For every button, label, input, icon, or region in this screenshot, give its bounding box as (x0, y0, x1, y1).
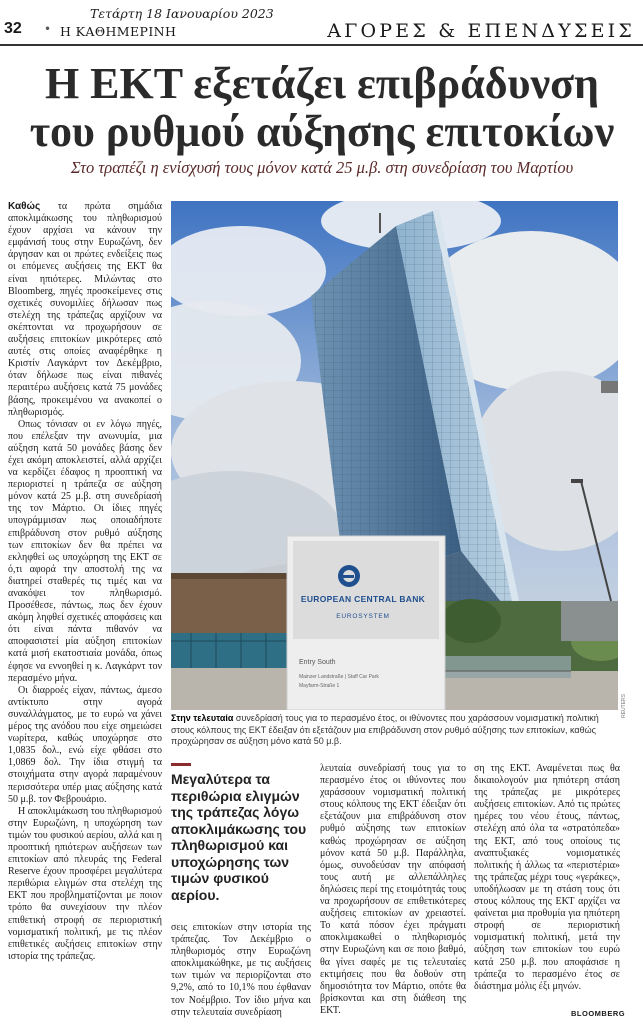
newspaper-name: Η ΚΑΘΗΜΕΡΙΝΗ (60, 24, 177, 39)
lead-word: Καθώς (8, 201, 41, 212)
column-2-text: σεις επιτοκίων στην ιστορία της τράπεζας. Τον Δεκέμβριο ο πληθωρισμός στην Ευρωζώνη αποκλιμακώθηκε, με τις αυξήσεις των τιμών να περιορίζονται στο 9,2%, από το 10,1% που έφθαναν τον Νοέμβριο. Τον ίδιο μήνα και στην τελευταία συνεδρίαση (171, 922, 311, 1018)
sign-address-1: Mainzer Landstraße | Staff Car Park (299, 674, 379, 680)
photo-credit: REUTERS (621, 694, 627, 718)
issue-date: Τετάρτη 18 Ιανουαρίου 2023 (90, 6, 274, 21)
section-title: ΑΓΟΡΕΣ & ΕΠΕΝΔΥΣΕΙΣ (327, 20, 635, 42)
headline-line-2: του ρυθμού αύξησης επιτοκίων (29, 107, 615, 156)
photo-caption (171, 713, 618, 748)
article-column-2 (171, 922, 311, 1022)
paragraph-3: Οι διαρροές είχαν, πάντως, άμεσο αντίκτυπο στην αγορά συναλλάγματος, με το ευρώ να χάνει μέρος της ανόδου που είχε σημειώσει νωρίτερα, καθώς υποχώρησε στο 1,0835 δολ., ενώ είχε φθάσει στο 1,0869 δολ. Την ίδια στιγμή τα στοιχήματα στην αγορά παραμένουν περισσότερα υπέρ μιας αύξησης κατά 50 μ.β. τον Φεβρουάριο. (8, 684, 162, 805)
masthead-rule (0, 44, 643, 46)
article-column-3 (320, 763, 466, 1022)
ecb-tower-photo (171, 201, 618, 710)
paragraph-2: Οπως τόνισαν οι εν λόγω πηγές, που επέλεξαν την ανωνυμία, μια αύξηση κατά 50 μονάδες βάσης δεν έχει ακόμη αποκλειστεί, αλλά αρχίζει να κερδίζει έδαφος η προοπτική να περιοριστεί η τράπεζα σε αύξηση μόνον κατά 25 μ.β. στη συνεδρίασή της τον Μάρτιο. Οι ίδιες πηγές υπογράμμισαν πως οποιαδήποτε επιβράδυνση στον ρυθμό αύξησης των επιτοκίων δεν θα πρέπει να εκληφθεί ως υποχώρηση της ΕΚΤ σε ό,τι αφορά την αποστολή της να διατηρεί σταθερές τις τιμές και να ανακόψει τον πληθωρισμό. Προσέθεσε, πάντως, πως δεν έχουν ακόμη ληφθεί σχετικές αποφάσεις και ότι είναι πάντα πιθανόν να αποφασιστεί μία αύξηση επιτοκίων κατά μισή εκατοστιαία μονάδα, όπως έφησε να εννοηθεί η κ. Λαγκάρντ τον περασμένο μήνα. (8, 418, 162, 684)
paragraph-1-text: τα πρώτα σημάδια αποκλιμάκωσης του πληθωρισμού έχουν αρχίσει να κάνουν την εμφάνισή τους στην Ευρωζώνη, δεν άργησαν και οι πρώτες ενδείξεις πως οι επόμενες αυξήσεις της ΕΚΤ θα είναι ηπιότερες. Μιλώντας στο Bloomberg, πηγές προσκείμενες στις σχετικές συνομιλίες δήλωσαν πως στελέχη της τράπεζας αρχίζουν να σκέπτονται να προχωρήσουν σε αυξήσεις επιτοκίων μικρότερες από αυτές στις οποίες αναφέρθηκε η Κριστίν Λαγκάρντ τον Δεκέμβριο, όταν δήλωσε πως είναι πιθανές περαιτέρω αυξήσεις κατά 75 μονάδες βάσης, προκειμένου να ανακοπεί ο πληθωρισμός. (8, 201, 162, 418)
column-3-text: λευταία συνεδρίασή τους για το περασμένο έτος οι ιθύνοντες που χαράσσουν νομισματική πολιτική στους κόλπους της ΕΚΤ έδειξαν ότι εξετάζουν μια επιβράδυνση στον ρυθμό αύξησης των επιτοκίων καθώς προχώρησαν σε αύξηση μόνον κατά 50 μ.β. Παράλληλα, όμως, συνοδεύσαν την απόφασή τους αυτή με αλλεπάλληλες δηλώσεις περί της ετοιμότητάς τους να προχωρήσουν σε επιθετικότερες αυξήσεις επιτοκίων αν χρειαστεί. Το κατά πόσον έχει πράγματι αποκλιμακωθεί ο πληθωρισμός στην Ευρωζώνη και σε ποιο βαθμό, θα γίνει σαφές με τις τελευταίες εκτιμήσεις που θα δοθούν στη δημοσιότητα τον Μάρτιο, οπότε θα βρίσκονται και στη διάθεση της ΕΚΤ. (320, 763, 466, 1016)
caption-lead: Στην τελευταία (171, 713, 234, 723)
sign-address-2: Mayfarm-Straße 1 (299, 683, 340, 689)
paragraph-4: Η αποκλιμάκωση του πληθωρισμού στην Ευρωζώνη, η υποχώρηση των τιμών του φυσικού αερίου, αλλά και η προοπτική ηπιότερων αυξήσεων των επιτοκίων από πλευράς της Federal Reserve έχουν προσφέρει μεγαλύτερα περιθώρια ελιγμών στα στελέχη της ΕΚΤ που προβληματίζονται με ποιον τρόπο θα συνεχίσουν την πλέον επιθετική στροφή σε περιοριστική νομισματική πολιτική, με τις πλέον επιθετικές αυξήσεις επιτοκίων στην ιστορία της τράπεζας. (8, 805, 162, 962)
sign-subtitle: EUROSYSTEM (336, 613, 390, 620)
source-byline: BLOOMBERG (571, 1009, 626, 1018)
article-column-4 (474, 763, 620, 1011)
article-subheadline: Στο τραπέζι η ενίσχυσή τους μόνον κατά 25 μ.β. στη συνεδρίαση του Μαρτίου (70, 158, 574, 177)
pull-quote-accent-bar (171, 763, 191, 766)
caption-text: συνεδρίασή τους για το περασμένο έτος, οι ιθύνοντες που χαράσσουν νομισματική πολιτική στους κόλπους της ΕΚΤ έδειξαν ότι εξετάζουν μια επιβράδυνση στον ρυθμό αύξησης των επιτοκίων, καθώς προχώρησαν σε αύξηση μόνο κατά 50 μ.β. (171, 713, 599, 746)
paragraph-1 (8, 201, 162, 419)
article-column-1 (8, 201, 162, 1021)
pull-quote: Μεγαλύτερα τα περιθώρια ελιγμών της τράπεζας λόγω αποκλιμάκωσης του πληθωρισμού και υποχώρησης των τιμών φυσικού αερίου. (171, 771, 307, 903)
masthead-separator: • (44, 22, 52, 36)
headline-line-1: Η ΕΚΤ εξετάζει επιβράδυνση (44, 59, 600, 108)
sign-entry: Entry South (299, 659, 336, 666)
sign-title: EUROPEAN CENTRAL BANK (300, 594, 426, 604)
article-headline (6, 60, 638, 156)
page-number: 32 (4, 20, 22, 37)
column-4-text: ση της ΕΚΤ. Αναμένεται πως θα δικαιολογούν μια ηπιότερη στάση της τράπεζας με μικρότερες αυξήσεις επιτοκίων. Από τις πρώτες ημέρες του νέου έτους, πάντως, στελέχη από όλα τα «στρατόπεδα» της ΕΚΤ, από τους οποίους τις αναπτυξιακές νομισματικές πολιτικής ή άλλως τα «περιστέρια» της τράπεζας μέχρι τους «γεράκες», υποδήλωσαν με τη στάση τους ότι στους κόλπους της ΕΚΤ αρχίζει να φαίνεται μια προθυμία για ηπιότερη στροφή σε περιοριστική νομισματική πολιτική, μετά την αύξηση των επιτοκίων του ευρώ κατά 250 μ.β. που αποφάσισε η τράπεζα το περασμένο έτος σε διάστημα μόλις έξι μηνών. (474, 763, 620, 992)
